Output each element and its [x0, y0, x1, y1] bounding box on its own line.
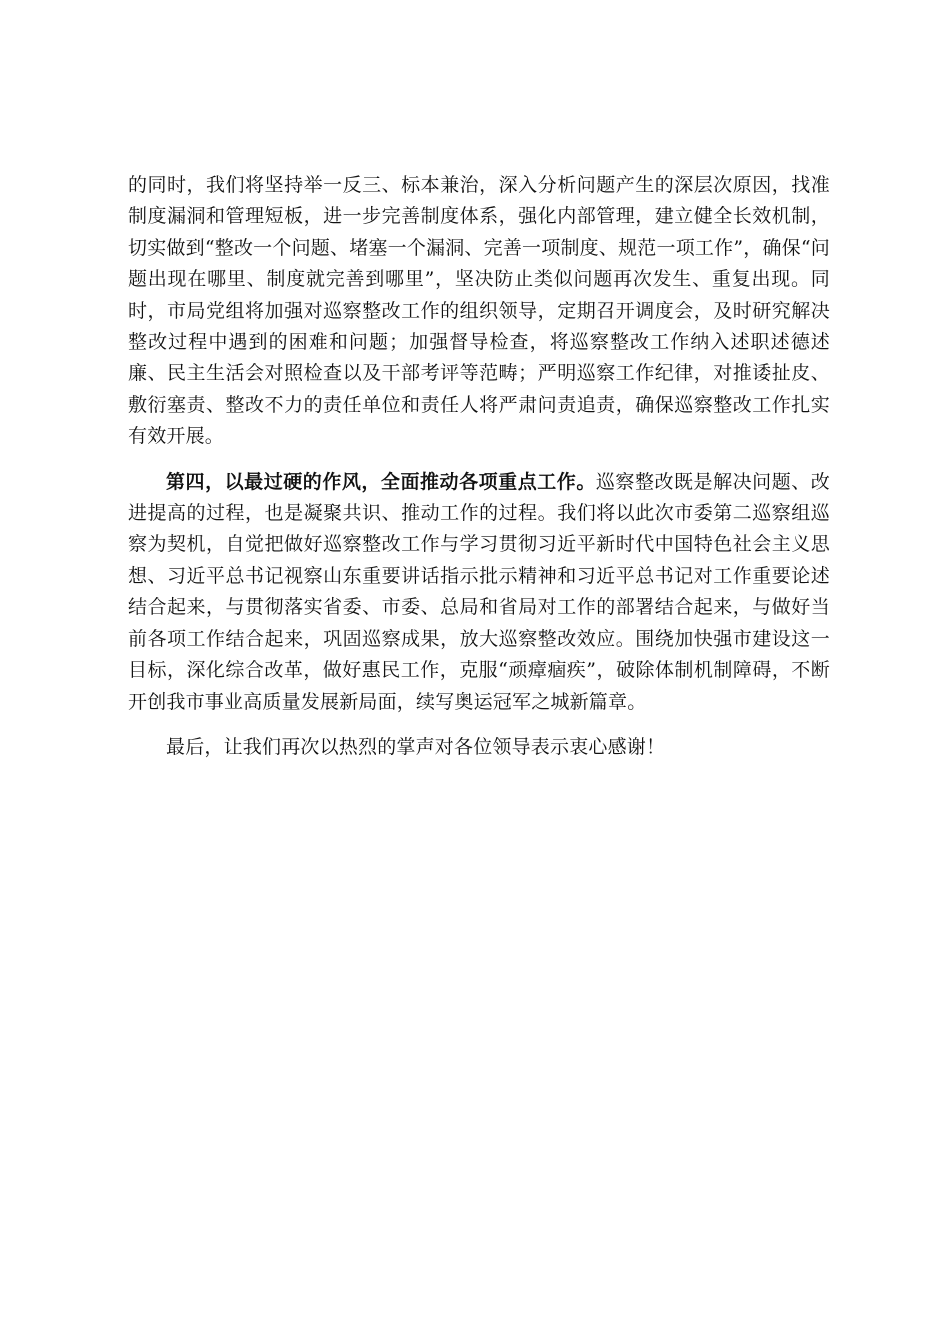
paragraph-lead-heading: 第四，以最过硬的作风，全面推动各项重点工作。 — [166, 470, 596, 493]
paragraph-closing — [128, 732, 830, 763]
paragraph-text: 的同时，我们将坚持举一反三、标本兼治，深入分析问题产生的深层次原因，找准制度漏洞和管理短板，进一步完善制度体系，强化内部管理，建立健全长效机制，切实做到“整改一个问题、堵塞一个漏洞、完善一项制度、规范一项工作”，确保“问题出现在哪里、制度就完善到哪里”，坚决防止类似问题再次发生、重复出现。同时，市局党组将加强对巡察整改工作的组织领导，定期召开调度会，及时研究解决整改过程中遇到的困难和问题；加强督导检查，将巡察整改工作纳入述职述德述廉、民主生活会对照检查以及干部考评等范畴；严明巡察工作纪律，对推诿扯皮、敷衍塞责、整改不力的责任单位和责任人将严肃问责追责，确保巡察整改工作扎实有效开展。 — [128, 174, 830, 448]
paragraph-text: 巡察整改既是解决问题、改进提高的过程，也是凝聚共识、推动工作的过程。我们将以此次市委第二巡察组巡察为契机，自觉把做好巡察整改工作与学习贯彻习近平新时代中国特色社会主义思想、习近平总书记视察山东重要讲话指示批示精神和习近平总书记对工作重要论述结合起来，与贯彻落实省委、市委、总局和省局对工作的部署结合起来，与做好当前各项工作结合起来，巩固巡察成果，放大巡察整改效应。围绕加快强市建设这一目标，深化综合改革，做好惠民工作，克服“顽瘴痼疾”，破除体制机制障碍，不断开创我市事业高质量发展新局面，续写奥运冠军之城新篇章。 — [128, 470, 830, 713]
paragraph-point-four — [128, 467, 830, 718]
paragraph-continuation — [128, 170, 830, 453]
paragraph-text: 最后，让我们再次以热烈的掌声对各位领导表示衷心感谢！ — [166, 735, 666, 758]
document-body — [128, 170, 830, 777]
